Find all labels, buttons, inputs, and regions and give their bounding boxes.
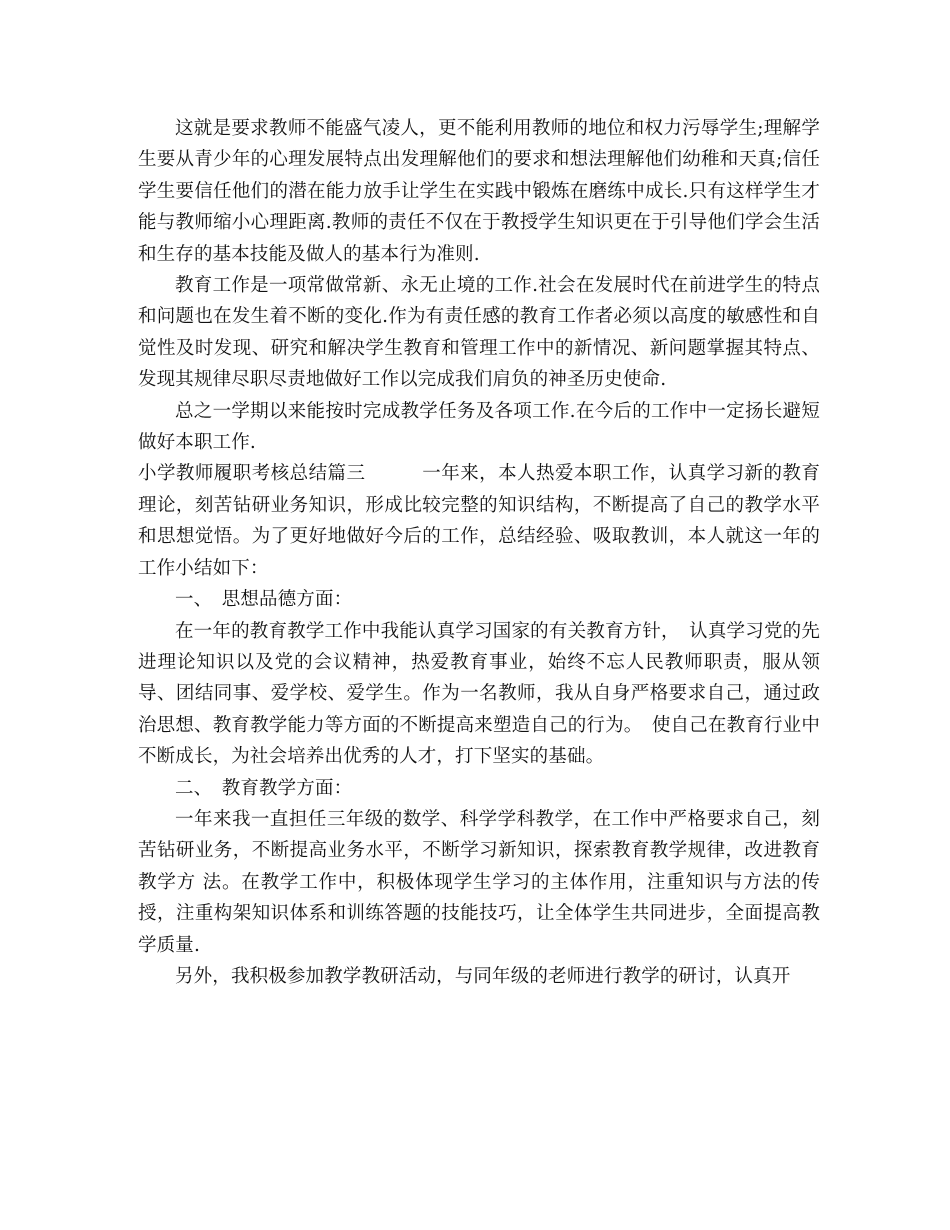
section-heading-teaching: 二、 教育教学方面： — [175, 777, 353, 799]
paragraph-section-three-intro: 小学教师履职考核总结篇三 一年来，本人热爱本职工作，认真学习新的教育理论，刻苦钻研业务知识，形成比较完整的知识结构，不断提高了自己的教学水平和思想觉悟。为了更好地做好今后的工作，总结经验、吸取教训，本人就这一年的工作小结如下： — [138, 463, 820, 579]
paragraph-teaching: 一年来我一直担任三年级的数学、科学学科教学，在工作中严格要求自己，刻苦钻研业务，不断提高业务水平，不断学习新知识，探索教育教学规律，改进教育教学方 法。在教学工作中，积极体现学生学习的主体作用，注重知识与方法的传授，注重构架知识体系和训练答题的技能技巧，让全体学生共同进步，全面提高教学质量. — [138, 808, 820, 956]
paragraph-teacher-respect: 这就是要求教师不能盛气凌人，更不能利用教师的地位和权力污辱学生;理解学生要从青少年的心理发展特点出发理解他们的要求和想法理解他们幼稚和天真;信任学生要信任他们的潜在能力放手让学生在实践中锻炼在磨练中成长.只有这样学生才能与教师缩小心理距离.教师的责任不仅在于教授学生知识更在于引导他们学会生活和生存的基本技能及做人的基本行为准则. — [138, 118, 820, 265]
section-heading-ideology: 一、 思想品德方面： — [175, 589, 353, 611]
paragraph-ideology: 在一年的教育教学工作中我能认真学习国家的有关教育方针， 认真学习党的先进理论知识以及党的会议精神，热爱教育事业，始终不忘人民教师职责，服从领导、团结同事、爱学校、爱学生。作为一名教师，我从自身严格要求自己，通过政治思想、教育教学能力等方面的不断提高来塑造自己的行为。 使自己在教育行业中不断成长，为社会培养出优秀的人才，打下坚实的基础。 — [138, 620, 820, 768]
document-body — [138, 113, 820, 992]
paragraph-education-work: 教育工作是一项常做常新、永无止境的工作.社会在发展时代在前进学生的特点和问题也在发生着不断的变化.作为有责任感的教育工作者必须以高度的敏感性和自觉性及时发现、研究和解决学生教育和管理工作中的新情况、新问题掌握其特点、发现其规律尽职尽责地做好工作以完成我们肩负的神圣历史使命. — [138, 275, 820, 391]
paragraph-research: 另外，我积极参加教学教研活动，与同年级的老师进行教学的研讨，认真开 — [175, 965, 791, 987]
paragraph-semester-summary: 总之一学期以来能按时完成教学任务及各项工作.在今后的工作中一定扬长避短做好本职工作. — [138, 400, 820, 454]
